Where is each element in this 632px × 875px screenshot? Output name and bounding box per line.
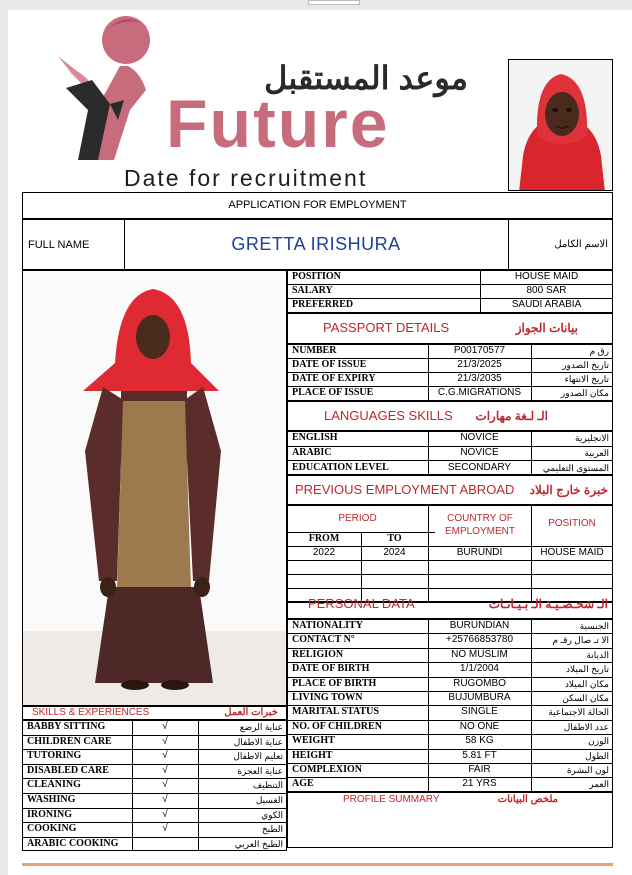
skill-label: IRONING bbox=[27, 809, 73, 820]
full-name-label-ar: الاسم الكامل bbox=[554, 239, 608, 250]
personal-value: NO ONE bbox=[459, 721, 500, 732]
personal-title-ar: الـ شخـصـيـة الـ بـيـانـات bbox=[488, 597, 608, 611]
personal-value: BUJUMBURA bbox=[448, 692, 511, 703]
personal-label: PLACE OF BIRTH bbox=[292, 678, 377, 689]
language-label-ar: المستوى التعليمي bbox=[542, 463, 609, 473]
full-name-value: GRETTA IRISHURA bbox=[231, 234, 401, 254]
application-title: APPLICATION FOR EMPLOYMENT bbox=[228, 199, 407, 211]
job-label: SALARY bbox=[292, 285, 333, 296]
brand-arabic-name: موعد المستقبل bbox=[264, 60, 468, 96]
skill-check: √ bbox=[162, 765, 168, 776]
skill-label-ar: التنظيف bbox=[252, 780, 283, 790]
skill-label: TUTORING bbox=[27, 750, 82, 761]
personal-value: BURUNDIAN bbox=[449, 620, 510, 631]
language-label: ARABIC bbox=[292, 447, 332, 458]
personal-label: RELIGION bbox=[292, 649, 344, 660]
language-value: SECONDARY bbox=[447, 462, 512, 473]
skill-label-ar: تعليم الاطفال bbox=[233, 751, 283, 761]
skill-label: BABBY SITTING bbox=[27, 721, 106, 732]
passport-value: 21/3/2025 bbox=[457, 359, 502, 370]
skill-check: √ bbox=[162, 809, 168, 820]
personal-value: NO MUSLIM bbox=[451, 649, 508, 660]
passport-title: PASSPORT DETAILS bbox=[323, 320, 450, 335]
passport-label: DATE OF EXPIRY bbox=[292, 373, 376, 384]
personal-label-ar: الجنسية bbox=[579, 621, 609, 631]
personal-label: MARITAL STATUS bbox=[292, 706, 379, 717]
personal-label: NO. OF CHILDREN bbox=[292, 721, 382, 732]
personal-label-ar: مكان السكن bbox=[562, 693, 609, 703]
passport-value: C.G.MIGRATIONS bbox=[437, 387, 522, 398]
language-value: NOVICE bbox=[460, 447, 499, 458]
personal-label-ar: الديانة bbox=[586, 650, 609, 660]
personal-label-ar: الا تـ صال رقـ م bbox=[552, 635, 609, 645]
brand-name: Future bbox=[166, 86, 390, 162]
skill-label: DISABLED CARE bbox=[27, 765, 109, 776]
passport-label: PLACE OF ISSUE bbox=[292, 387, 374, 398]
personal-value: RUGOMBO bbox=[453, 678, 506, 689]
skills-title-ar: خبرات العمل bbox=[224, 707, 278, 718]
passport-title-ar: بيانات الجواز bbox=[515, 321, 578, 335]
employment-title: PREVIOUS EMPLOYMENT ABROAD bbox=[295, 482, 515, 497]
top-scroll-handle[interactable] bbox=[308, 0, 360, 5]
personal-value: 5.81 FT bbox=[462, 750, 497, 761]
personal-label-ar: الطول bbox=[585, 751, 609, 761]
language-label-ar: الانجليزية bbox=[575, 433, 609, 443]
from-header: FROM bbox=[308, 533, 340, 544]
skill-label-ar: عناية الاطفال bbox=[233, 737, 283, 747]
personal-value: 1/1/2004 bbox=[460, 663, 499, 674]
personal-label-ar: الوزن bbox=[588, 736, 609, 746]
skill-check: √ bbox=[162, 736, 168, 747]
personal-label-ar: العمر bbox=[589, 779, 609, 789]
passport-value: P00170577 bbox=[453, 345, 506, 356]
personal-label-ar: لون البشرة bbox=[566, 765, 609, 775]
employment-to: 2024 bbox=[383, 547, 406, 558]
skill-check: √ bbox=[162, 794, 168, 805]
skills-title: SKILLS & EXPERIENCES bbox=[32, 707, 150, 718]
passport-label-ar: تاريخ الصدور bbox=[562, 360, 609, 370]
personal-label: DATE OF BIRTH bbox=[292, 663, 370, 674]
personal-label: AGE bbox=[292, 778, 314, 789]
brand-tagline: Date for recruitment bbox=[124, 165, 368, 191]
personal-label: WEIGHT bbox=[292, 735, 335, 746]
profile-summary-title-ar: ملخص البيانات bbox=[497, 794, 558, 805]
skill-label: WASHING bbox=[27, 794, 76, 805]
portrait-photo bbox=[508, 59, 613, 191]
personal-label-ar: تاريخ الميلاد bbox=[566, 664, 609, 674]
personal-value: SINGLE bbox=[461, 706, 498, 717]
passport-label-ar: رق م bbox=[589, 346, 609, 356]
employment-title-ar: خبرة خارج البلاد bbox=[529, 483, 608, 497]
job-label: POSITION bbox=[292, 271, 341, 282]
skill-label-ar: عناية العجزة bbox=[237, 766, 283, 776]
skill-label-ar: الطبخ العربي bbox=[234, 839, 283, 849]
job-label: PREFERRED bbox=[292, 299, 354, 310]
profile-summary-row bbox=[287, 792, 613, 848]
personal-value: +25766853780 bbox=[445, 634, 514, 645]
personal-label-ar: عدد الاطفال bbox=[563, 722, 609, 732]
country-header: COUNTRY OF EMPLOYMENT bbox=[444, 513, 515, 537]
job-value: 800 SAR bbox=[526, 285, 567, 296]
personal-value: 58 KG bbox=[465, 735, 494, 746]
language-value: NOVICE bbox=[460, 432, 499, 443]
passport-label: DATE OF ISSUE bbox=[292, 359, 367, 370]
personal-label: HEIGHT bbox=[292, 750, 333, 761]
skill-label-ar: عناية الرضع bbox=[239, 722, 283, 732]
personal-label: CONTACT N° bbox=[292, 634, 355, 645]
skill-label: COOKING bbox=[27, 823, 77, 834]
full-body-photo bbox=[22, 270, 287, 706]
footer-bar bbox=[22, 863, 613, 866]
full-name-label: FULL NAME bbox=[28, 239, 90, 251]
employment-from: 2022 bbox=[312, 547, 336, 558]
personal-label: LIVING TOWN bbox=[292, 692, 363, 703]
profile-summary-title: PROFILE SUMMARY bbox=[343, 794, 440, 805]
skill-label: CHILDREN CARE bbox=[27, 736, 112, 747]
skill-label: ARABIC COOKING bbox=[27, 838, 119, 849]
skill-label: CLEANING bbox=[27, 779, 81, 790]
skill-label-ar: الكوي bbox=[261, 810, 283, 820]
brand-logo bbox=[48, 10, 488, 192]
language-label-ar: العربية bbox=[584, 448, 609, 458]
job-value: HOUSE MAID bbox=[514, 271, 579, 282]
period-header: PERIOD bbox=[338, 513, 377, 524]
language-label: EDUCATION LEVEL bbox=[292, 462, 389, 473]
personal-value: 21 YRS bbox=[462, 778, 497, 789]
skill-label-ar: الطبخ bbox=[261, 824, 283, 834]
cv-page bbox=[8, 10, 632, 875]
to-header: TO bbox=[387, 533, 402, 544]
personal-label-ar: مكان الميلاد bbox=[564, 679, 609, 689]
languages-title-ar: الـ لـغة مهارات bbox=[475, 409, 548, 423]
language-label: ENGLISH bbox=[292, 432, 338, 443]
passport-label-ar: مكان الصدور bbox=[560, 388, 609, 398]
passport-label-ar: تاريخ الانتهاء bbox=[564, 374, 609, 384]
personal-label: NATIONALITY bbox=[292, 620, 363, 631]
position-header: POSITION bbox=[548, 518, 596, 529]
personal-title: PERSONAL DATA bbox=[308, 596, 415, 611]
employment-position: HOUSE MAID bbox=[540, 547, 604, 558]
passport-value: 21/3/2035 bbox=[457, 373, 502, 384]
employment-country: BURUNDI bbox=[456, 547, 503, 558]
personal-label: COMPLEXION bbox=[292, 764, 362, 775]
skill-check: √ bbox=[162, 779, 168, 790]
languages-title: LANGUAGES SKILLS bbox=[324, 408, 453, 423]
skill-label-ar: الغسيل bbox=[255, 795, 283, 805]
passport-label: NUMBER bbox=[292, 345, 337, 356]
job-value: SAUDI ARABIA bbox=[511, 299, 582, 310]
personal-value: FAIR bbox=[468, 764, 491, 775]
skill-check: √ bbox=[162, 721, 168, 732]
personal-label-ar: الحالة الاجتماعية bbox=[548, 707, 609, 717]
skill-check: √ bbox=[162, 823, 168, 834]
skill-check: √ bbox=[162, 750, 168, 761]
